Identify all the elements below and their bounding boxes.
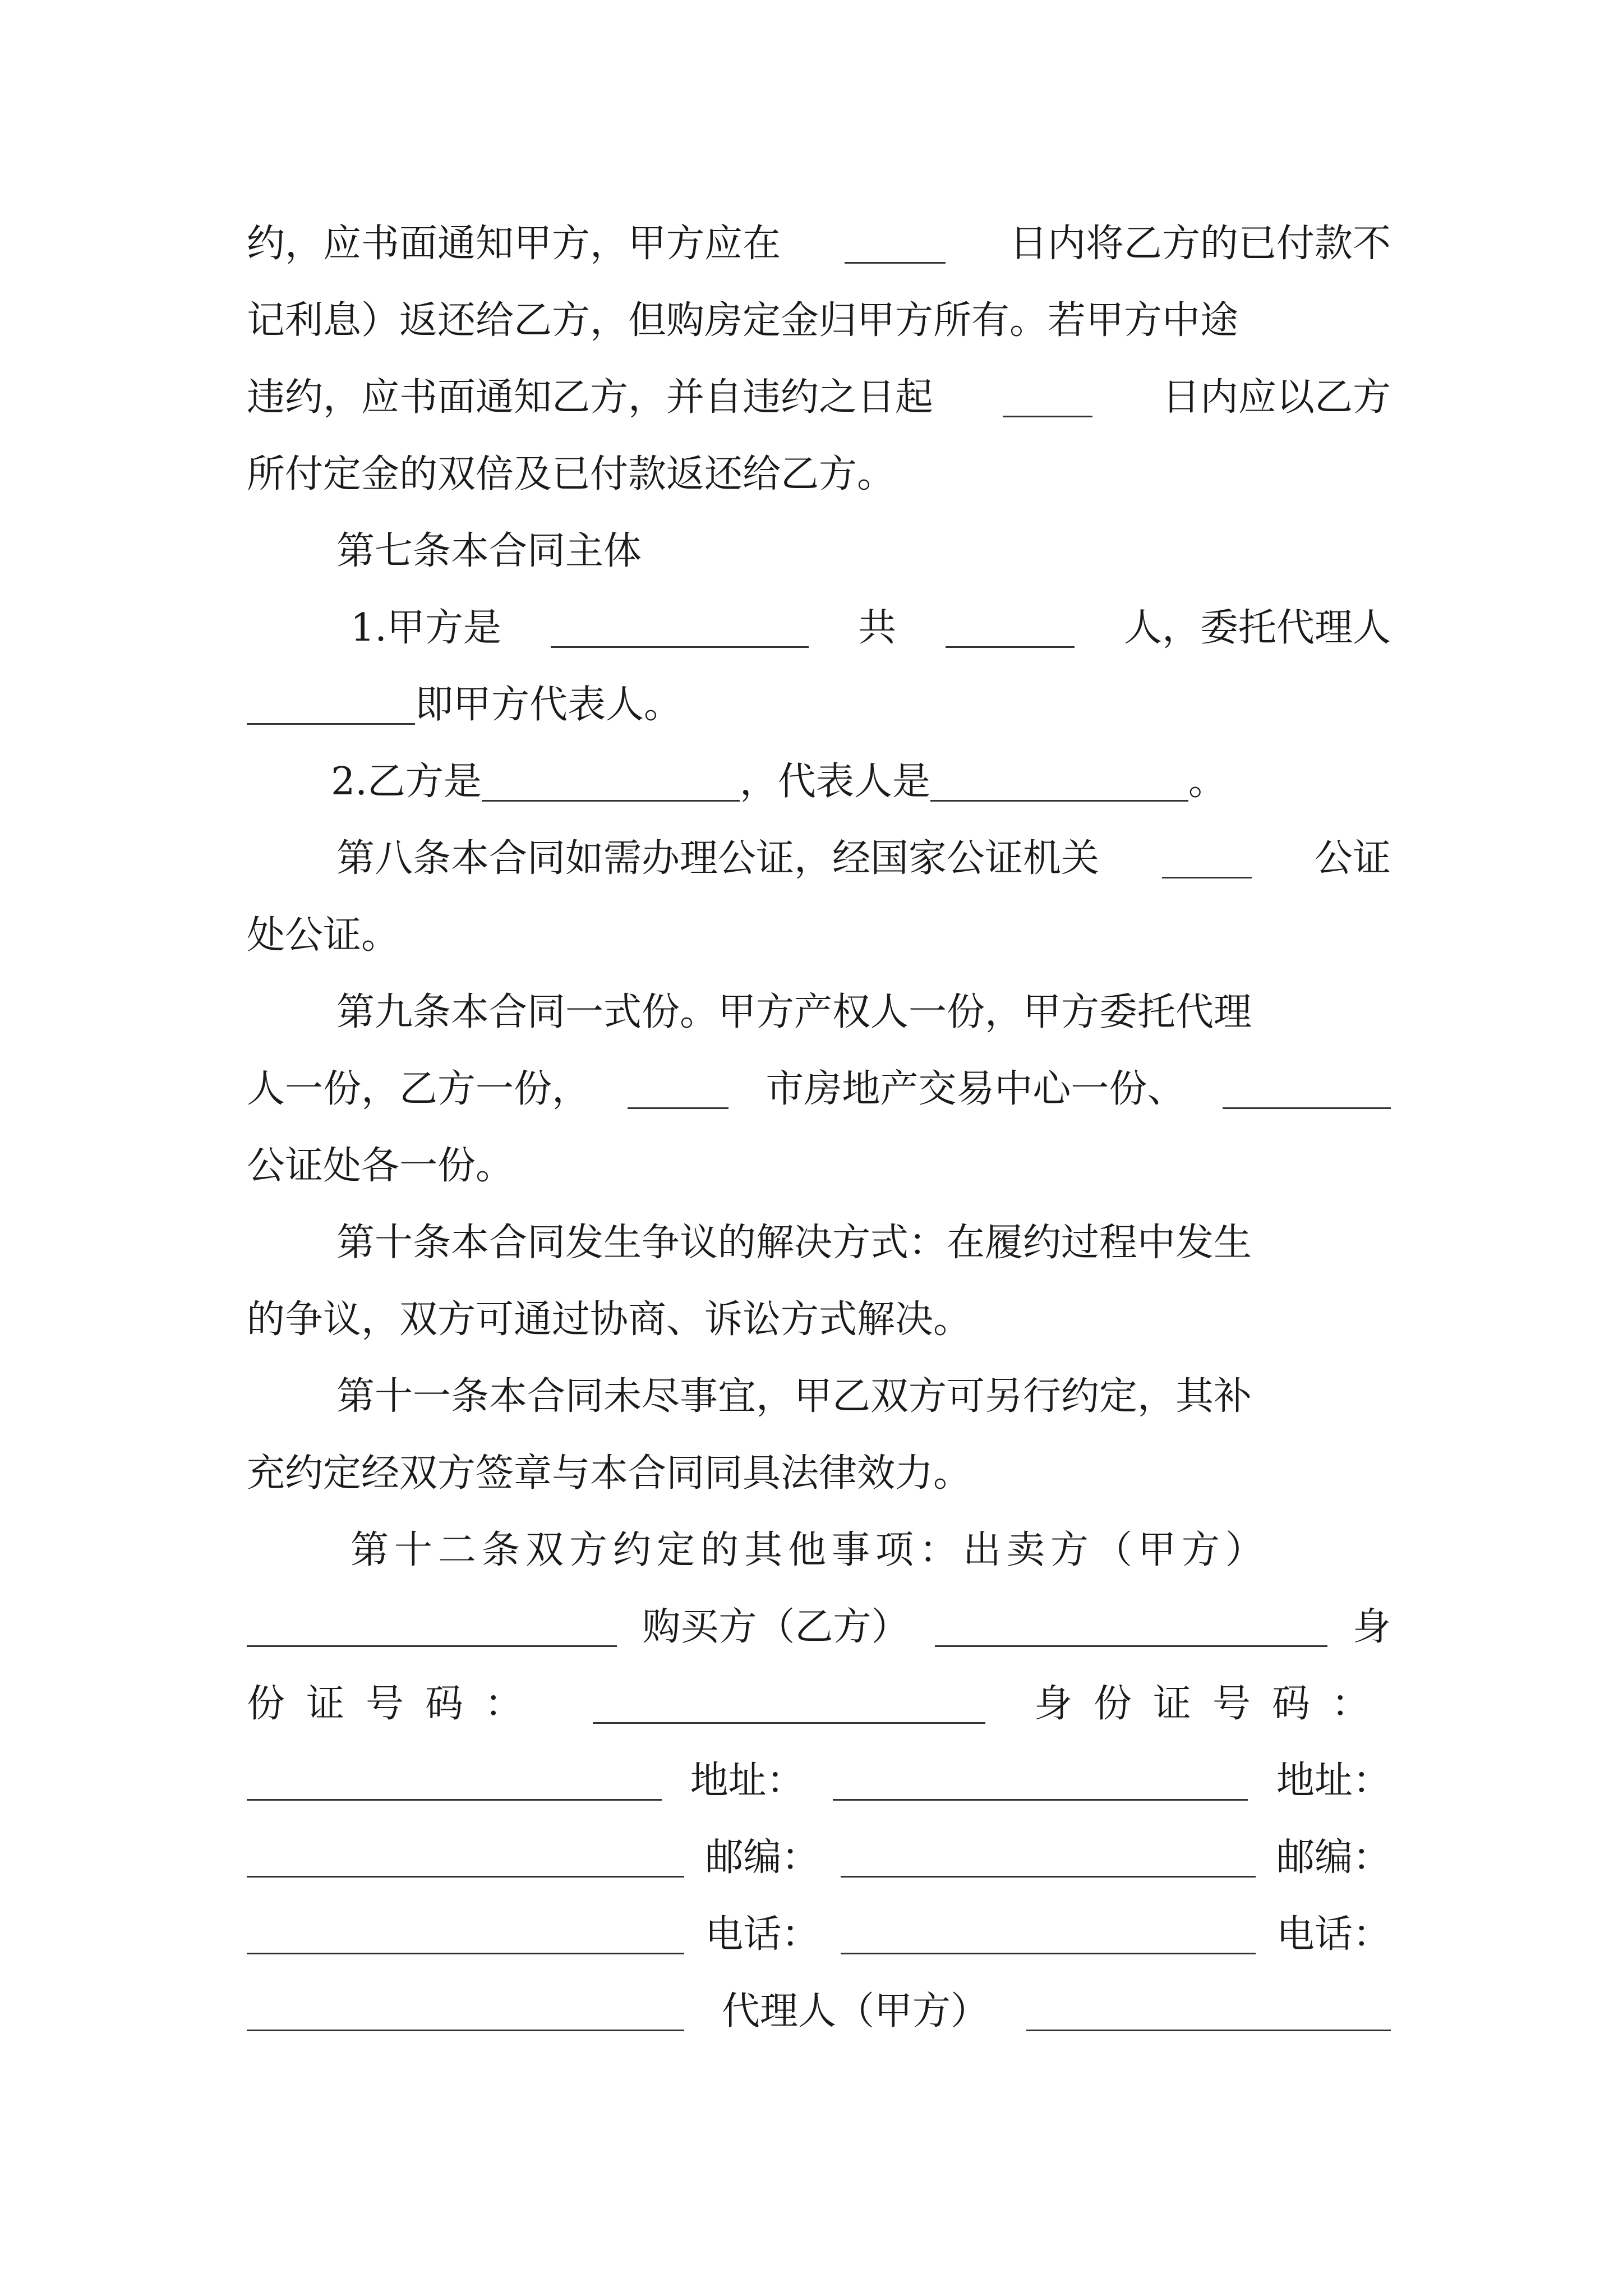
text-line [247,205,1391,283]
blank-field[interactable] [1223,1070,1391,1109]
blank-field[interactable] [247,1762,662,1801]
text-line [247,666,1391,744]
text: 代理人（甲方） [721,1989,989,2033]
text: 第七条本合同主体 [336,529,642,573]
text-line [247,1588,1391,1667]
text-line [336,1204,1391,1282]
text-line [336,973,1391,1052]
blank-field[interactable] [845,225,946,264]
text-line [247,1742,1391,1820]
text-line [247,1895,1391,1974]
text: 2.乙方是 [331,760,482,804]
text: 日内应以乙方 [1161,375,1391,420]
text: 充约定经双方签章与本合同同具法律效力。 [247,1451,972,1496]
text-line [247,1819,1391,1897]
blank-field[interactable] [833,1762,1248,1801]
text-line [247,1665,1391,1743]
blank-field[interactable] [593,1685,985,1724]
text: 的争议，双方可通过协商、诉讼方式解决。 [247,1297,972,1342]
text: 人，委托代理人 [1123,606,1391,650]
text: 共 [857,606,896,650]
blank-field[interactable] [482,763,740,802]
text: 即甲方代表人。 [415,683,683,727]
text: 所付定金的双倍及已付款返还给乙方。 [247,452,896,496]
text-line [247,1127,1391,1205]
text: 身份证号码： [1034,1682,1391,1726]
blank-field[interactable] [1003,379,1092,417]
blank-field[interactable] [930,763,1188,802]
text: 身 [1352,1605,1391,1649]
text-line [336,820,1391,898]
blank-field[interactable] [247,1916,684,1954]
text: 公证处各一份。 [247,1144,514,1188]
section-heading [336,512,1391,591]
blank-field[interactable] [551,609,809,648]
blank-field[interactable] [1026,1993,1391,2031]
text: 公证 [1314,836,1391,881]
text-line [247,1050,1391,1129]
text: 电话： [1276,1912,1391,1957]
blank-field[interactable] [247,686,415,725]
blank-field[interactable] [247,1839,684,1878]
blank-field[interactable] [247,1608,617,1647]
text: 记利息）返还给乙方，但购房定金归甲方所有。若甲方中途 [247,298,1239,343]
blank-field[interactable] [841,1916,1256,1954]
text: 处公证。 [247,913,400,958]
text-line [247,435,1391,514]
text: 。 [1188,760,1227,804]
text-line [247,1972,1391,2051]
text: 日内将乙方的已付款不 [1009,222,1391,266]
text: 第十二条双方约定的其他事项：出卖方（甲方） [351,1528,1270,1572]
text: 电话： [705,1912,820,1957]
text-line [247,1281,1391,1359]
text-line [247,1434,1391,1513]
text: 第十条本合同发生争议的解决方式：在履约过程中发生 [336,1221,1252,1265]
blank-field[interactable] [946,609,1075,648]
blank-field[interactable] [1162,840,1252,878]
text: 第十一条本合同未尽事宜，甲乙双方可另行约定，其补 [336,1374,1252,1419]
text-line [351,589,1391,668]
blank-field[interactable] [935,1608,1327,1647]
text: 第八条本合同如需办理公证，经国家公证机关 [336,836,1100,881]
text-line [351,1511,1391,1590]
text: 份证号码： [247,1682,545,1726]
text: 地址： [690,1759,805,1803]
blank-field[interactable] [628,1070,728,1109]
text-line [331,743,1391,821]
text-line [247,358,1391,437]
text: 邮编： [1276,1835,1391,1880]
text: 邮编： [705,1835,820,1880]
blank-field[interactable] [247,1993,684,2031]
text: 人一份，乙方一份， [247,1067,591,1111]
text: 第九条本合同一式份。甲方产权人一份，甲方委托代理 [336,990,1252,1034]
text: 购买方（乙方） [642,1605,910,1649]
text-line [336,1358,1391,1436]
text: 约，应书面通知甲方，甲方应在 [247,222,781,266]
text: 违约，应书面通知乙方，并自违约之日起 [247,375,934,420]
text: 地址： [1276,1759,1391,1803]
text-line [247,282,1391,360]
text: 市房地产交易中心一份、 [766,1067,1186,1111]
text: ，代表人是 [739,760,930,804]
blank-field[interactable] [841,1839,1256,1878]
text: 1.甲方是 [351,606,501,650]
text-line [247,896,1391,975]
